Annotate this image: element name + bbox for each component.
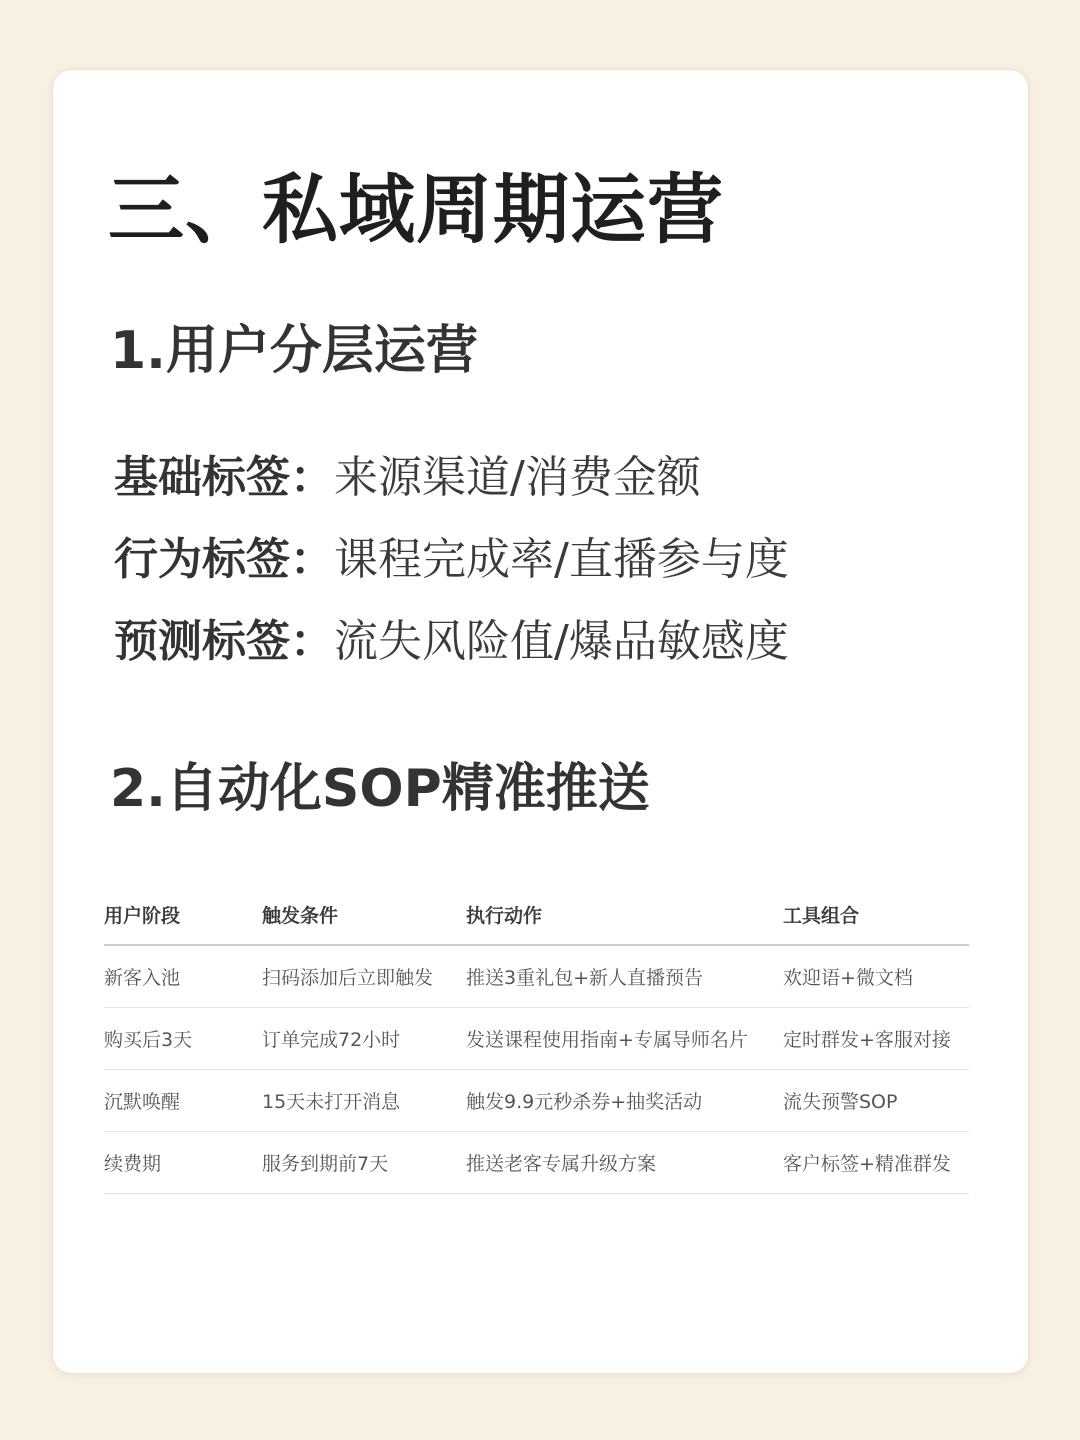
column-header-action: 执行动作: [466, 884, 783, 945]
tag-value: 来源渠道/消费金额: [334, 452, 701, 503]
tag-label: 基础标签：: [114, 452, 334, 503]
table-cell: 扫码添加后立即触发: [262, 945, 466, 1008]
table-cell: 触发9.9元秒杀券+抽奖活动: [466, 1070, 783, 1132]
tag-line-basic: [114, 448, 701, 508]
table-cell: 定时群发+客服对接: [783, 1008, 969, 1070]
table-cell: 沉默唤醒: [104, 1070, 262, 1132]
sop-table: [104, 884, 969, 1194]
table-row: [104, 945, 969, 1008]
tag-line-predict: [114, 612, 789, 672]
table-cell: 服务到期前7天: [262, 1132, 466, 1194]
table-row: [104, 1070, 969, 1132]
tag-value: 课程完成率/直播参与度: [334, 534, 789, 585]
table-row: [104, 1132, 969, 1194]
table-cell: 流失预警SOP: [783, 1070, 969, 1132]
table-cell: 发送课程使用指南+专属导师名片: [466, 1008, 783, 1070]
page-title: 三、私域周期运营: [108, 165, 724, 254]
tag-label: 行为标签：: [114, 534, 334, 585]
tag-label: 预测标签：: [114, 616, 334, 667]
section-title-user-segmentation: 1.用户分层运营: [110, 321, 478, 381]
table-row: [104, 1008, 969, 1070]
tag-line-behavior: [114, 530, 789, 590]
column-header-stage: 用户阶段: [104, 884, 262, 945]
table-cell: 新客入池: [104, 945, 262, 1008]
table-header-row: [104, 884, 969, 945]
table-cell: 欢迎语+微文档: [783, 945, 969, 1008]
column-header-tools: 工具组合: [783, 884, 969, 945]
table-cell: 订单完成72小时: [262, 1008, 466, 1070]
table-cell: 续费期: [104, 1132, 262, 1194]
table-cell: 推送老客专属升级方案: [466, 1132, 783, 1194]
tag-value: 流失风险值/爆品敏感度: [334, 616, 789, 667]
column-header-trigger: 触发条件: [262, 884, 466, 945]
table-cell: 15天未打开消息: [262, 1070, 466, 1132]
table-cell: 购买后3天: [104, 1008, 262, 1070]
table-cell: 推送3重礼包+新人直播预告: [466, 945, 783, 1008]
table-cell: 客户标签+精准群发: [783, 1132, 969, 1194]
section-title-sop: 2.自动化SOP精准推送: [110, 759, 650, 819]
